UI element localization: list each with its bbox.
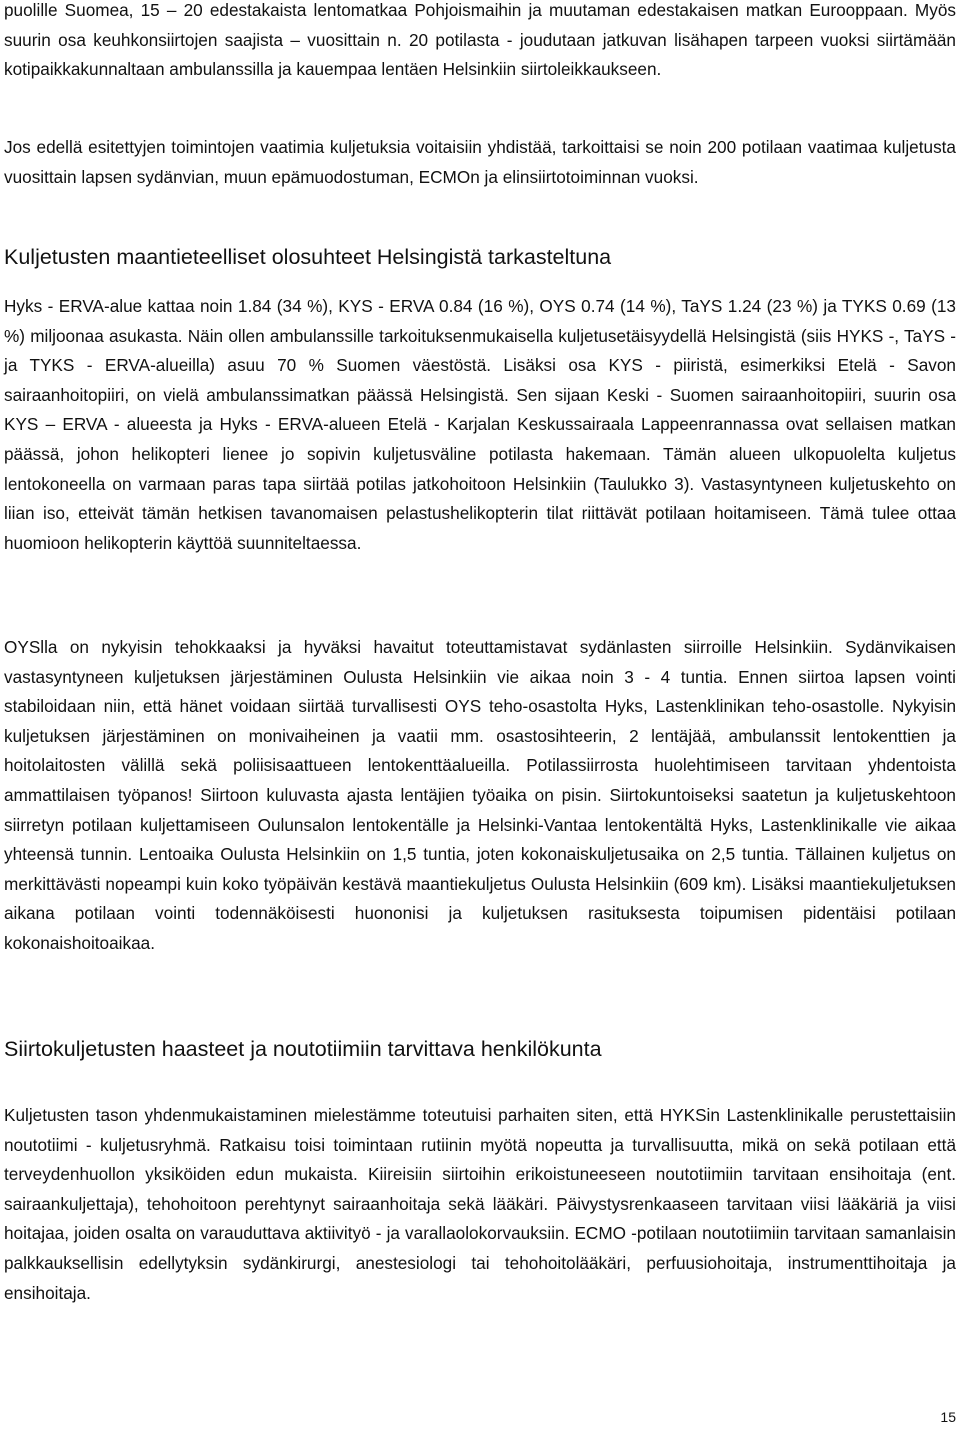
- paragraph-oys-transport: OYSlla on nykyisin tehokkaaksi ja hyväksi havaitut toteuttamistavat sydänlasten siirroille Helsinkiin. Sydänvikaisen vastasyntyneen kuljetuksen järjestäminen Oulusta Helsinkiin vie aikaa noin 3 - 4 tuntia. Ennen siirtoa lapsen vointi stabiloidaan niin, että hänet voidaan siirtää turvallisesti OYS teho-osastolta Hyks, Lastenklinikan teho-osastolle. Nykyisin kuljetuksen järjestäminen on monivaiheinen ja vaatii mm. osastosihteerin, 2 lentäjää, ambulanssit lentokenttien ja hoitolaitosten välillä sekä poliisisaattueen lentokenttäalueilla. Potilassiirrosta huolehtimiseen tarvitaan yhdentoista ammattilaisen työpanos! Siirtoon kuluvasta ajasta lentäjien työaika on pisin. Siirtokuntoiseksi saatetun ja kuljetuskehtoon siirretyn potilaan kuljettamiseen Oulunsalon lentokentälle ja Helsinki-Vantaa lentokentältä Hyks, Lastenklinikalle vie aikaa yhteensä tunnin. Lentoaika Oulusta Helsinkiin on 1,5 tuntia, joten kokonaiskuljetusaika on 2,5 tuntia. Tällainen kuljetus on merkittävästi nopeampi kuin koko työpäivän kestävä maantiekuljetus Oulusta Helsinkiin (609 km). Lisäksi maantiekuljetuksen aikana potilaan vointi todennäköisesti huononisi ja kuljetuksen rasituksesta toipumisen pidentäisi potilaan kokonaishoitoaikaa.: [4, 637, 956, 953]
- paragraph-intro: puolille Suomea, 15 – 20 edestakaista lentomatkaa Pohjoismaihin ja muutaman edestakaisen matkan Eurooppaan. Myös suurin osa keuhkonsiirtojen saajista – vuosittain n. 20 potilasta - joudutaan jatkuvan lisähapen tarpeen vuoksi siirtämään kotipaikkakunnaltaan ambulanssilla ja kauempaa lentäen Helsinkiin siirtoleikkaukseen.: [4, 0, 956, 80]
- paragraph-transport-volume: Jos edellä esitettyjen toimintojen vaatimia kuljetuksia voitaisiin yhdistää, tarkoittaisi se noin 200 potilaan vaatimaa kuljetusta vuosittain lapsen sydänvian, muun epämuodostuman, ECMOn ja elinsiirtotoiminnan vuoksi.: [4, 137, 956, 187]
- paragraph-pickup-team: Kuljetusten tason yhdenmukaistaminen mielestämme toteutuisi parhaiten siten, että HYKSin Lastenklinikalle perustettaisiin noutotiimi - kuljetusryhmä. Ratkaisu toisi toimintaan rutiinin myötä nopeutta ja turvallisuutta, mikä on sekä potilaan että terveydenhuollon yksiköiden edun mukaista. Kiireisiin siirtoihin erikoistuneeseen noutotiimiin tarvitaan ensihoitaja (ent. sairaankuljettaja), tehohoitoon perehtynyt sairaanhoitaja sekä lääkäri. Päivystysrenkaaseen tarvitaan viisi lääkäriä ja viisi hoitajaa, joiden osalta on varauduttava aktiivityö - ja varallaolokorvauksiin. ECMO -potilaan noutotiimiin tarvitaan samanlaisin palkkauksellisin edellytyksin sydänkirurgi, anestesiologi tai tehohoitolääkäri, perfuusiohoitaja, instrumenttihoitaja ja ensihoitaja.: [4, 1105, 956, 1303]
- section-heading-geography: Kuljetusten maantieteelliset olosuhteet Helsingistä tarkasteltuna: [4, 245, 612, 269]
- paragraph-erva-regions: Hyks - ERVA-alue kattaa noin 1.84 (34 %), KYS - ERVA 0.84 (16 %), OYS 0.74 (14 %), TaYS 1.24 (23 %) ja TYKS 0.69 (13 %) miljoonaa asukasta. Näin ollen ambulanssille tarkoituksenmukaisella kuljetusetäisyydellä Helsingistä (siis HYKS -, TaYS - ja TYKS - ERVA-alueilla) asuu 70 % Suomen väestöstä. Lisäksi osa KYS - piiristä, esimerkiksi Etelä - Savon sairaanhoitopiiri, on vielä ambulanssimatkan päässä Helsingistä. Sen sijaan Keski - Suomen sairaanhoitopiiri, suurin osa KYS – ERVA - alueesta ja Hyks - ERVA-alueen Etelä - Karjalan Keskussairaala Lappeenrannassa ovat sellaisen matkan päässä, johon helikopteri lienee jo sopivin kuljetusväline potilasta hakemaan. Tämän alueen ulkopuolelta kuljetus lentokoneella on varmaan paras tapa siirtää potilas jatkohoitoon Helsinkiin (Taulukko 3). Vastasyntyneen kuljetuskehto on liian iso, etteivät tämän hetkisen tavanomaisen pelastushelikopterin tilat riittävät potilaan hoitamiseen. Tämä tulee ottaa huomioon helikopterin käyttöä suunniteltaessa.: [4, 296, 956, 553]
- page-number: 15: [940, 1409, 956, 1425]
- section-heading-transfer-challenges: Siirtokuljetusten haasteet ja noutotiimiin tarvittava henkilökunta: [4, 1037, 602, 1061]
